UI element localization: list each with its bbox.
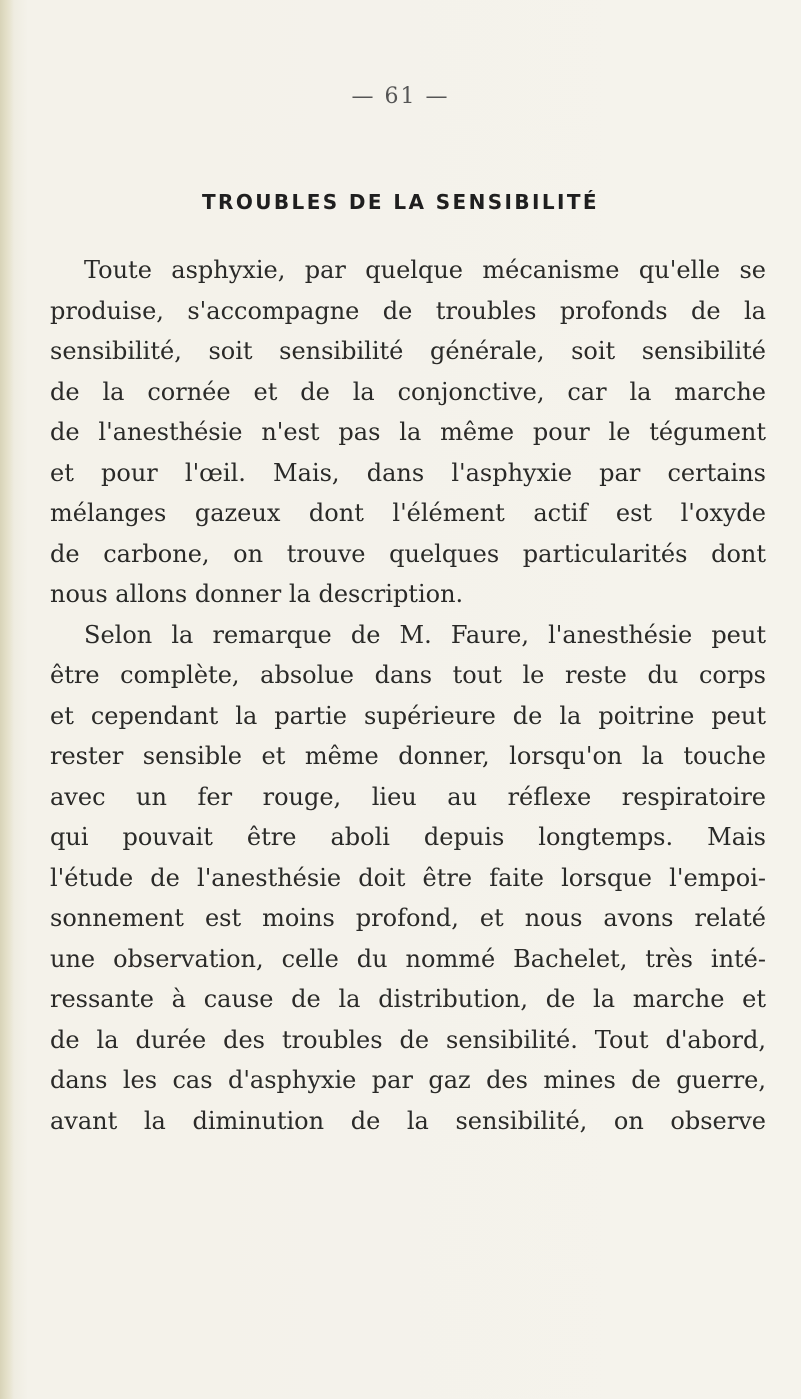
text-line: nous allons donner la description.: [50, 580, 464, 608]
text-line: de carbone, on trouve quelques particularités dont: [50, 539, 766, 568]
text-line: qui pouvait être aboli depuis longtemps. Mais: [50, 823, 766, 851]
text-line: une observation, celle du nommé Bachelet, très inté-: [50, 944, 766, 973]
text-line: dans les cas d'asphyxie par gaz des mines de guerre,: [50, 1066, 766, 1094]
text-line: ressante à cause de la distribution, de la marche et: [50, 985, 766, 1013]
page-number: — 61 —: [351, 84, 450, 109]
text-line: rester sensible et même donner, lorsqu'on la touche: [50, 742, 766, 770]
text-line: l'étude de l'anesthésie doit être faite lorsque l'empoi-: [50, 863, 766, 892]
text-line: avant la diminution de la sensibilité, on observe: [50, 1106, 766, 1135]
text-line: sensibilité, soit sensibilité générale, soit sensibilité: [50, 337, 766, 365]
paragraph-1: [50, 250, 766, 615]
chapter-title: TROUBLES DE LA SENSIBILITÉ: [202, 190, 599, 214]
text-line: et cependant la partie supérieure de la poitrine peut: [50, 701, 766, 730]
text-line: Selon la remarque de M. Faure, l'anesthésie peut: [84, 620, 766, 649]
text-line: Toute asphyxie, par quelque mécanisme qu'elle se: [84, 256, 766, 284]
text-line: sonnement est moins profond, et nous avons relaté: [50, 904, 766, 932]
body-text: [50, 250, 766, 1141]
text-line: produise, s'accompagne de troubles profonds de la: [50, 296, 766, 325]
text-line: avec un fer rouge, lieu au réflexe respiratoire: [50, 782, 766, 811]
text-line: de la cornée et de la conjonctive, car la marche: [50, 377, 766, 406]
text-line: et pour l'œil. Mais, dans l'asphyxie par certains: [50, 458, 766, 487]
text-line: de l'anesthésie n'est pas la même pour le tégument: [50, 418, 766, 446]
text-line: de la durée des troubles de sensibilité. Tout d'abord,: [50, 1025, 766, 1054]
text-line: être complète, absolue dans tout le reste du corps: [50, 661, 766, 689]
text-line: mélanges gazeux dont l'élément actif est l'oxyde: [50, 499, 766, 527]
paragraph-2: [50, 615, 766, 1142]
